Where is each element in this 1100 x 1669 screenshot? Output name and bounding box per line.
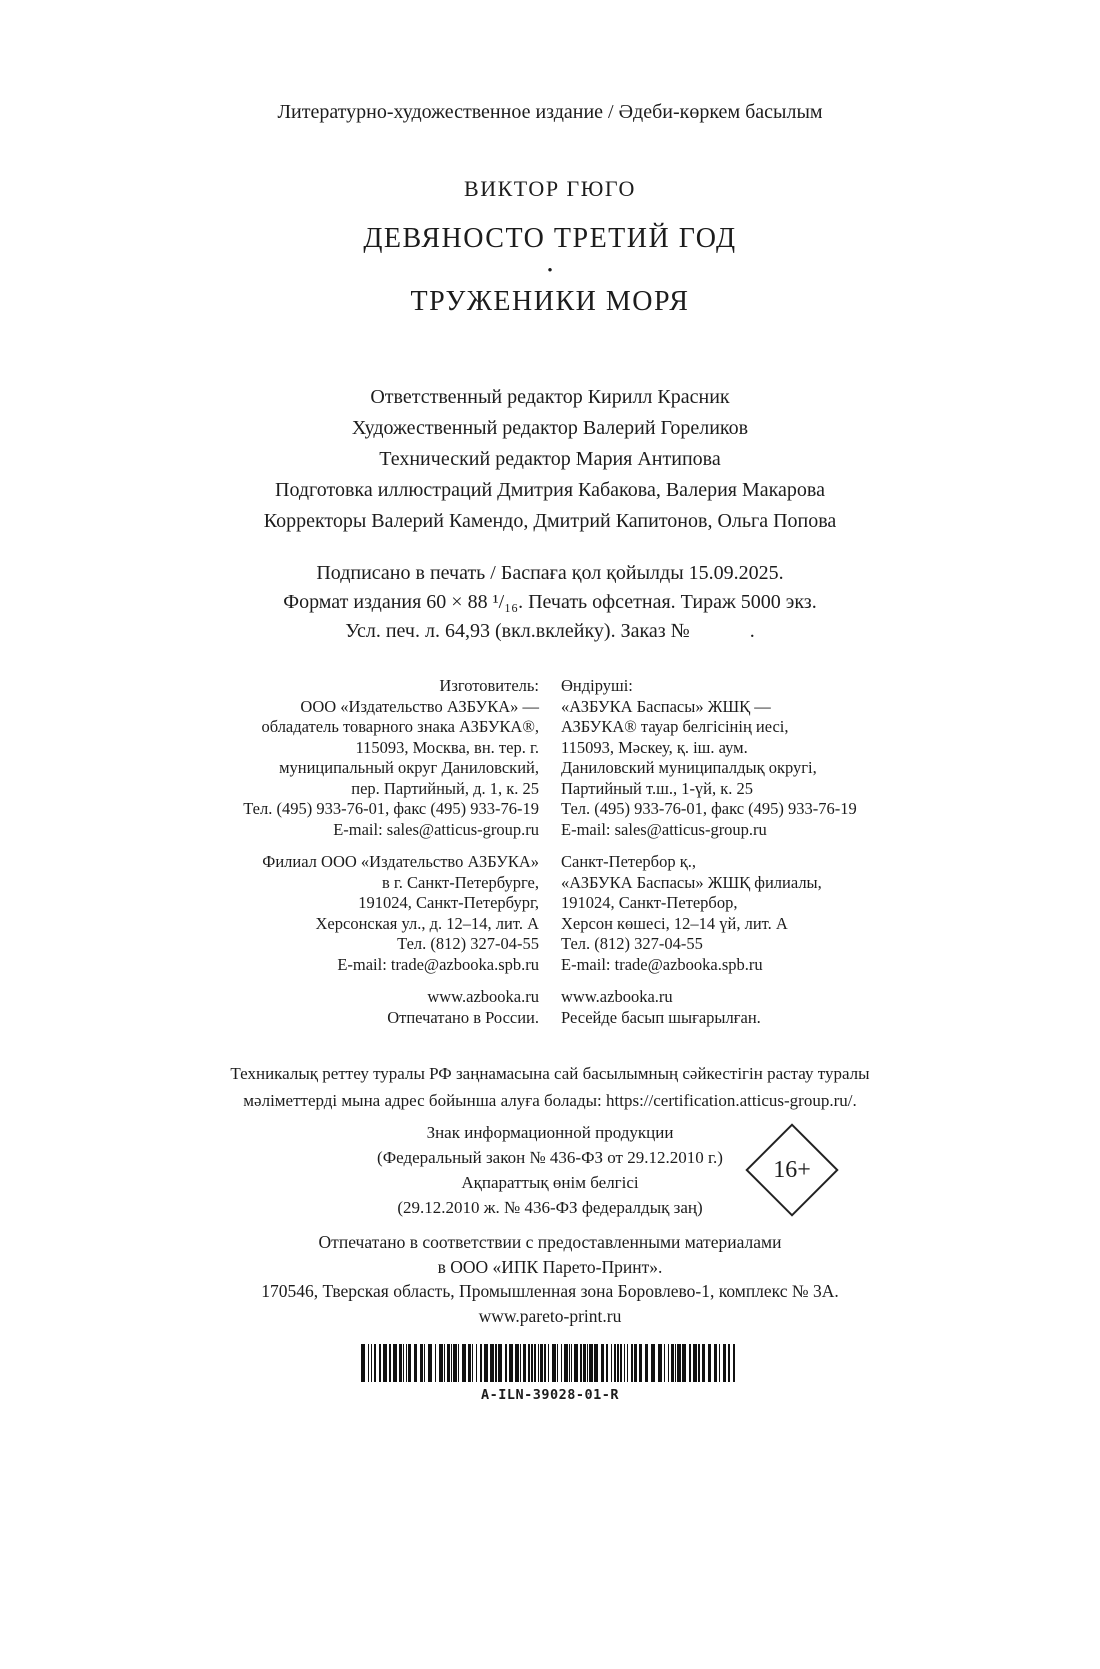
- text-line: обладатель товарного знака АЗБУКА®,: [261, 717, 539, 736]
- text-line: Тел. (495) 933-76-01, факс (495) 933-76-19: [561, 799, 857, 818]
- text-line: АЗБУКА® тауар белгісінің иесі,: [561, 717, 789, 736]
- editorial-credits-block: [0, 382, 1100, 537]
- text-line: Формат издания 60 × 88 ¹/₁₆. Печать офсетная. Тираж 5000 экз.: [283, 591, 817, 613]
- text-line: Филиал ООО «Издательство АЗБУКА»: [262, 852, 539, 871]
- text-line: муниципальный округ Даниловский,: [279, 758, 539, 777]
- text-line: пер. Партийный, д. 1, к. 25: [351, 778, 539, 798]
- text-line: www.pareto-print.ru: [478, 1305, 622, 1326]
- barcode: [0, 1344, 1100, 1382]
- text-line: 191024, Санкт-Петербург,: [358, 893, 539, 912]
- text-line: Ақпараттық өнім белгісі: [461, 1173, 639, 1192]
- publisher-columns: [0, 676, 1100, 1028]
- print-run-info-block: [0, 559, 1100, 646]
- text-line: Корректоры Валерий Камендо, Дмитрий Капитонов, Ольга Попова: [263, 510, 837, 532]
- text-line: Подготовка иллюстраций Дмитрия Кабакова, Валерия Макарова: [275, 479, 825, 501]
- text-line: ООО «Издательство АЗБУКА» —: [300, 696, 539, 716]
- line-spacer: [561, 840, 913, 852]
- info-product-sign-block: [0, 1120, 1100, 1220]
- line-spacer: [187, 840, 539, 852]
- text-line: Херсон көшесі, 12–14 үй, лит. А: [561, 913, 788, 933]
- text-line: Отпечатано в России.: [387, 1007, 539, 1027]
- text-line: www.azbooka.ru: [427, 987, 539, 1006]
- text-line: E-mail: sales@atticus-group.ru: [333, 819, 539, 839]
- text-line: Отпечатано в соответствии с предоставленными материалами: [318, 1232, 782, 1252]
- text-line: «АЗБУКА Баспасы» ЖШҚ филиалы,: [561, 872, 822, 892]
- barcode-block: [0, 1344, 1100, 1403]
- text-line: Ответственный редактор Кирилл Красник: [370, 386, 730, 408]
- age-rating-label: 16+: [773, 1156, 811, 1183]
- text-line: 115093, Мәскеу, қ. іш. аум.: [561, 737, 748, 757]
- text-line: (29.12.2010 ж. № 436-ФЗ федералдық заң): [397, 1198, 703, 1217]
- text-line: Тел. (812) 327-04-55: [561, 934, 703, 953]
- certification-notice-block: [0, 1060, 1100, 1114]
- book-title-first: ДЕВЯНОСТО ТРЕТИЙ ГОД: [363, 223, 737, 254]
- text-line: Техникалық реттеу туралы РФ заңнамасына сай басылымның сәйкестігін растау туралы: [230, 1064, 870, 1083]
- text-line: мәліметтерді мына адрес бойынша алуға болады: https://certification.atticus-group.ru/.: [243, 1091, 857, 1110]
- text-line: Санкт-Петербор қ.,: [561, 852, 696, 871]
- text-line: 170546, Тверская область, Промышленная зона Боровлево-1, комплекс № 3А.: [261, 1281, 839, 1301]
- text-line: «АЗБУКА Баспасы» ЖШҚ —: [561, 696, 771, 716]
- text-line: Усл. печ. л. 64,93 (вкл.вклейку). Заказ № .: [345, 620, 755, 642]
- text-line: 191024, Санкт-Петербор,: [561, 893, 738, 912]
- text-line: Изготовитель:: [439, 676, 539, 695]
- title-separator-bullet: •: [547, 263, 553, 279]
- text-line: (Федеральный закон № 436-ФЗ от 29.12.2010 г.): [377, 1148, 723, 1167]
- text-line: Художественный редактор Валерий Гореликов: [351, 417, 749, 439]
- text-line: E-mail: sales@atticus-group.ru: [561, 819, 767, 839]
- text-line: E-mail: trade@azbooka.spb.ru: [561, 954, 763, 974]
- text-line: Ресейде басып шығарылған.: [561, 1007, 761, 1027]
- text-line: Өндіруші:: [561, 676, 633, 695]
- line-spacer: [561, 975, 913, 987]
- text-line: Знак информационной продукции: [426, 1123, 674, 1142]
- book-title-second: ТРУЖЕНИКИ МОРЯ: [410, 286, 690, 317]
- text-line: Даниловский муниципалдық округі,: [561, 758, 817, 777]
- publisher-column-russian: [187, 676, 539, 1028]
- text-line: Партийный т.ш., 1-үй, к. 25: [561, 778, 754, 798]
- line-spacer: [187, 975, 539, 987]
- text-line: 115093, Москва, вн. тер. г.: [355, 737, 539, 757]
- text-line: Тел. (495) 933-76-01, факс (495) 933-76-19: [243, 799, 539, 818]
- text-line: Подписано в печать / Баспаға қол қойылды 15.09.2025.: [316, 562, 784, 584]
- text-line: в г. Санкт-Петербурге,: [381, 872, 539, 892]
- text-line: www.azbooka.ru: [561, 987, 673, 1006]
- printing-house-block: [0, 1230, 1100, 1328]
- publisher-column-kazakh: [561, 676, 913, 1028]
- text-line: Тел. (812) 327-04-55: [397, 934, 539, 953]
- text-line: Технический редактор Мария Антипова: [379, 448, 721, 470]
- text-line: Херсонская ул., д. 12–14, лит. А: [315, 913, 539, 933]
- author-name: ВИКТОР ГЮГО: [464, 176, 636, 201]
- text-line: E-mail: trade@azbooka.spb.ru: [337, 954, 539, 974]
- edition-type-line: Литературно-художественное издание / Әдеби-көркем басылым: [277, 101, 823, 123]
- barcode-label: A-ILN-39028-01-R: [480, 1387, 620, 1403]
- text-line: в ООО «ИПК Парето-Принт».: [437, 1256, 663, 1277]
- info-product-sign-lines: [0, 1120, 1100, 1220]
